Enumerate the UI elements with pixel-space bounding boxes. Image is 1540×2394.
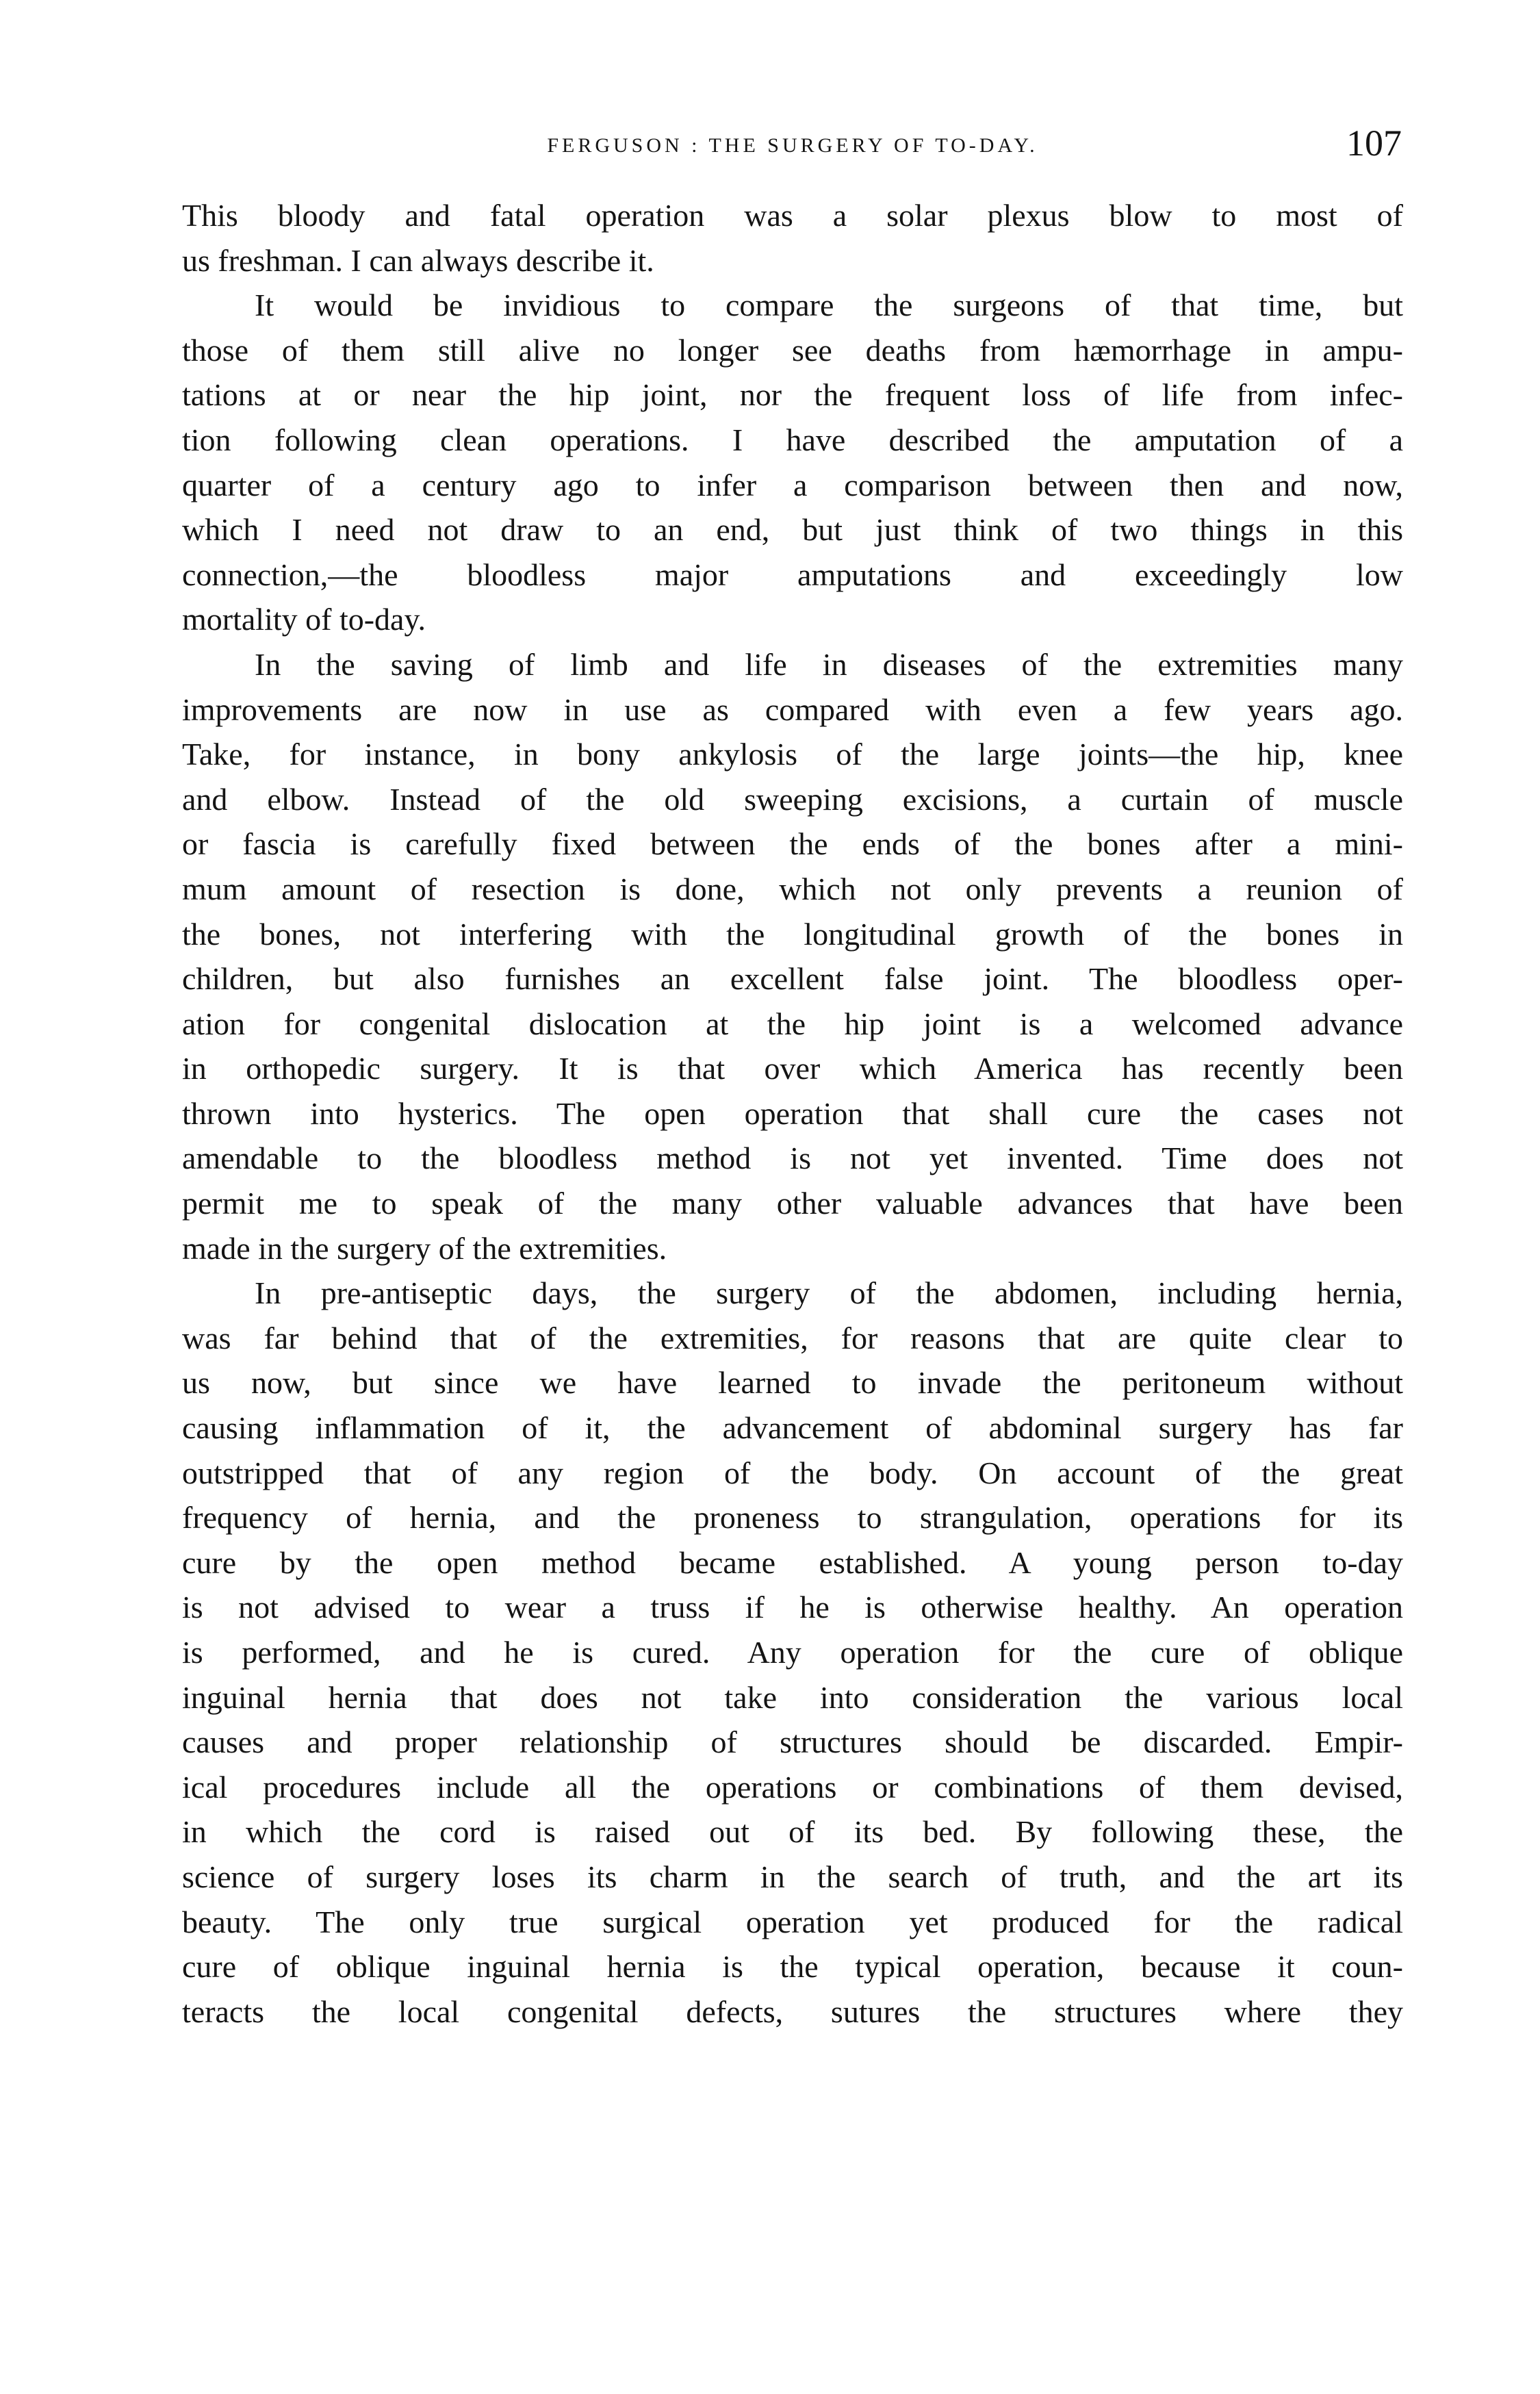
text-line: causing inflammation of it, the advancement of abdominal surgery has far xyxy=(182,1410,1403,1446)
text-line: frequency of hernia, and the proneness to strangulation, operations for its xyxy=(182,1500,1403,1536)
text-line: ation for congenital dislocation at the hip joint is a welcomed advance xyxy=(182,1006,1403,1041)
text-line: those of them still alive no longer see deaths from hæmorrhage in ampu- xyxy=(182,332,1403,368)
text-line: beauty. The only true surgical operation yet produced for the radical xyxy=(182,1904,1403,1939)
text-line: in which the cord is raised out of its bed. By following these, the xyxy=(182,1814,1403,1850)
text-line: improvements are now in use as compared with even a few years ago. xyxy=(182,691,1403,727)
text-line: It would be invidious to compare the surgeons of that time, but xyxy=(255,288,1403,323)
text-line: connection,—the bloodless major amputations and exceedingly low xyxy=(182,557,1403,592)
text-line: This bloody and fatal operation was a solar plexus blow to most of xyxy=(182,198,1403,233)
text-line: us now, but since we have learned to invade the peritoneum without xyxy=(182,1365,1403,1401)
text-line: science of surgery loses its charm in the search of truth, and the art its xyxy=(182,1859,1403,1894)
running-head xyxy=(183,122,1402,170)
text-line: cure of oblique inguinal hernia is the typical operation, because it coun- xyxy=(182,1949,1403,1985)
text-line: is not advised to wear a truss if he is otherwise healthy. An operation xyxy=(182,1590,1403,1625)
text-line: amendable to the bloodless method is not yet invented. Time does not xyxy=(182,1141,1403,1176)
text-line: children, but also furnishes an excellent false joint. The bloodless oper- xyxy=(182,961,1403,997)
text-line: the bones, not interfering with the longitudinal growth of the bones in xyxy=(182,916,1403,952)
text-line: is performed, and he is cured. Any operation for the cure of oblique xyxy=(182,1635,1403,1670)
text-line: permit me to speak of the many other valuable advances that have been xyxy=(182,1186,1403,1221)
text-line: In the saving of limb and life in diseases of the extremities many xyxy=(255,646,1403,682)
text-line: causes and proper relationship of structures should be discarded. Empir- xyxy=(182,1724,1403,1760)
running-title: FERGUSON : THE SURGERY OF TO-DAY. xyxy=(547,134,1038,157)
text-line: and elbow. Instead of the old sweeping excisions, a curtain of muscle xyxy=(182,781,1403,817)
text-line: cure by the open method became established. A young person to-day xyxy=(182,1544,1403,1580)
text-line: us freshman. I can always describe it. xyxy=(182,242,654,278)
text-line: outstripped that of any region of the body. On account of the great xyxy=(182,1455,1403,1490)
body-text xyxy=(182,193,1403,2034)
text-line: mortality of to-day. xyxy=(182,602,426,637)
text-line: quarter of a century ago to infer a comparison between then and now, xyxy=(182,467,1403,502)
text-line: In pre-antiseptic days, the surgery of the abdomen, including hernia, xyxy=(255,1275,1403,1311)
text-line: or fascia is carefully fixed between the ends of the bones after a mini- xyxy=(182,826,1403,862)
text-line: mum amount of resection is done, which not only prevents a reunion of xyxy=(182,871,1403,906)
text-line: Take, for instance, in bony ankylosis of the large joints—the hip, knee xyxy=(182,737,1403,772)
text-line: ical procedures include all the operations or combinations of them devised, xyxy=(182,1769,1403,1805)
text-line: made in the surgery of the extremities. xyxy=(182,1230,667,1266)
text-line: which I need not draw to an end, but just think of two things in this xyxy=(182,512,1403,548)
page-number: 107 xyxy=(1346,123,1402,164)
text-line: thrown into hysterics. The open operation that shall cure the cases not xyxy=(182,1095,1403,1131)
text-line: tations at or near the hip joint, nor the frequent loss of life from infec- xyxy=(182,377,1403,413)
text-line: in orthopedic surgery. It is that over which America has recently been xyxy=(182,1051,1403,1086)
text-line: tion following clean operations. I have described the amputation of a xyxy=(182,422,1403,457)
text-line: inguinal hernia that does not take into consideration the various local xyxy=(182,1679,1403,1715)
text-line: was far behind that of the extremities, for reasons that are quite clear to xyxy=(182,1320,1403,1355)
text-line: teracts the local congenital defects, sutures the structures where they xyxy=(182,1994,1403,2029)
